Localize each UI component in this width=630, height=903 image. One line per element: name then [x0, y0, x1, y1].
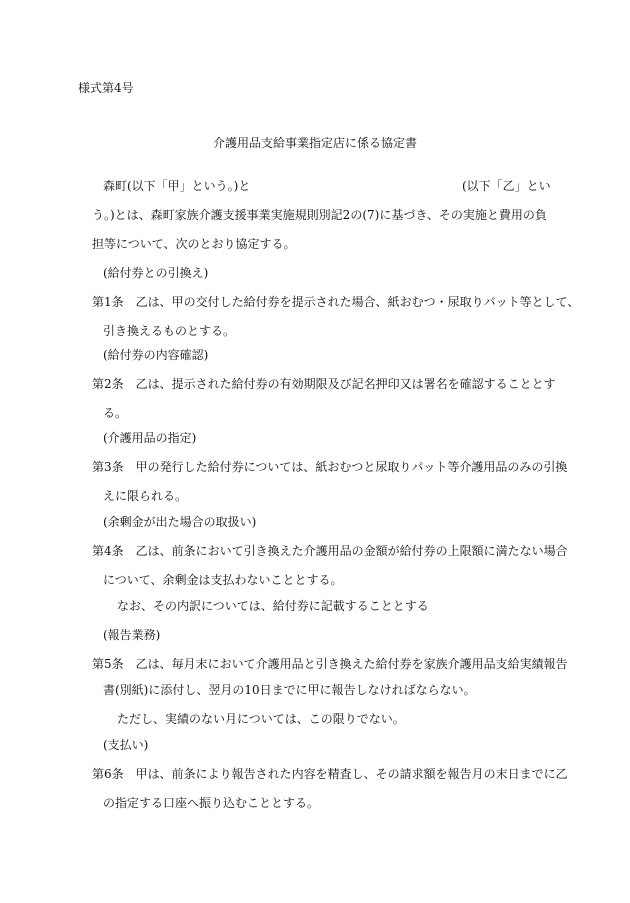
article-4-note: なお、その内訳については、給付券に記載することとする	[117, 599, 429, 613]
article-4-line-2: について、余剰金は支払わないこととする。	[103, 573, 343, 587]
article-1-line-2: 引き換えるものとする。	[103, 324, 236, 338]
intro-line-2: う。)とは、森町家族介護支援事業実施規則別記2の(7)に基づき、その実施と費用の負	[92, 208, 547, 222]
article-5-line-2: 書(別紙)に添付し、翌月の10日までに甲に報告しなければならない。	[103, 683, 476, 697]
form-number: 様式第4号	[78, 81, 134, 95]
article-1-line-1: 第1条 乙は、甲の交付した給付券を提示された場合、紙おむつ・尿取りパット等として、	[92, 295, 580, 309]
article-5-note: ただし、実績のない月については、この限りでない。	[117, 712, 405, 726]
article-5-heading: (報告業務)	[103, 628, 161, 642]
article-2-heading: (給付券の内容確認)	[103, 348, 209, 362]
article-6-line-1: 第6条 甲は、前条により報告された内容を精査し、その請求額を報告月の末日までに乙	[92, 767, 568, 781]
article-5-line-1: 第5条 乙は、毎月末において介護用品と引き換えた給付券を家族介護用品支給実績報告	[92, 657, 568, 671]
article-3-heading: (介護用品の指定)	[103, 431, 197, 445]
intro-line-3: 担等について、次のとおり協定する。	[92, 237, 296, 251]
article-2-line-2: る。	[103, 406, 128, 420]
article-6-heading: (支払い)	[103, 738, 149, 752]
article-4-line-1: 第4条 乙は、前条において引き換えた介護用品の金額が給付券の上限額に満たない場合	[92, 544, 568, 558]
article-3-line-2: えに限られる。	[103, 489, 188, 503]
intro-line-1-right: (以下「乙」とい	[462, 179, 551, 193]
intro-line-1: 森町(以下「甲」という。)と	[103, 179, 251, 193]
document-title: 介護用品支給事業指定店に係る協定書	[212, 136, 417, 150]
article-1-heading: (給付券との引換え)	[103, 266, 209, 280]
article-3-line-1: 第3条 甲の発行した給付券については、紙おむつと尿取りパット等介護用品のみの引換	[92, 460, 568, 474]
article-2-line-1: 第2条 乙は、提示された給付券の有効期限及び記名押印又は署名を確認することとす	[92, 377, 556, 391]
article-6-line-2: の指定する口座へ振り込むこととする。	[103, 796, 320, 810]
article-4-heading: (余剰金が出た場合の取扱い)	[103, 515, 257, 529]
